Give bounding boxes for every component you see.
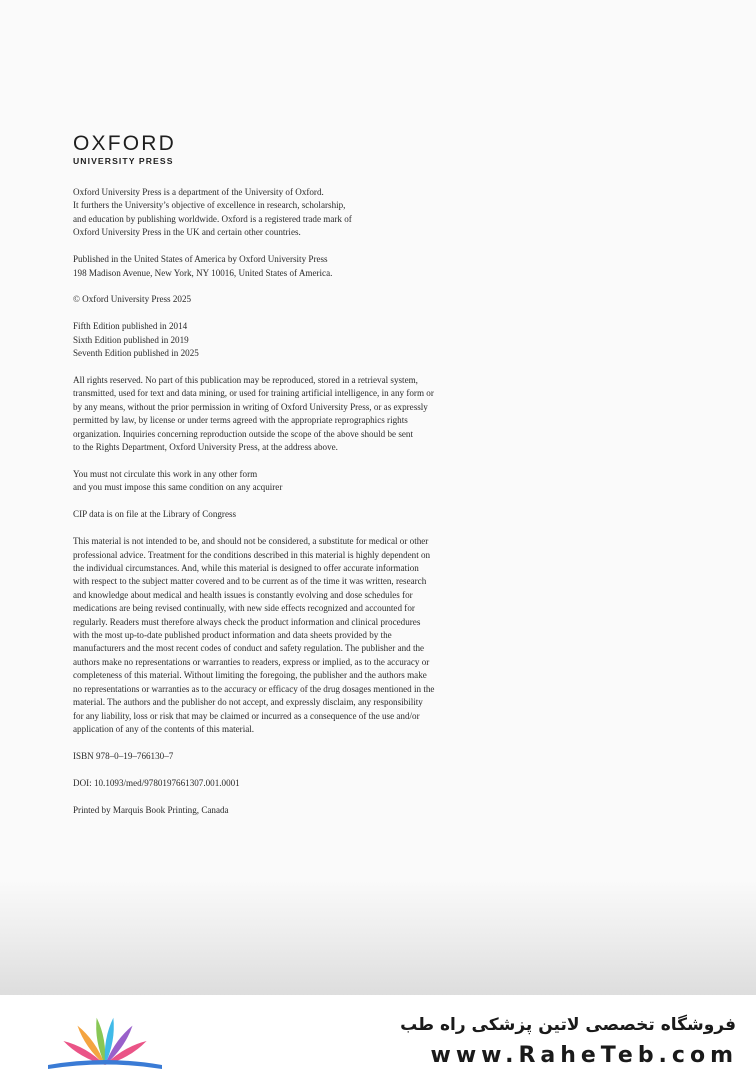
text-line: application of any of the contents of this material.	[73, 723, 255, 734]
text-line: © Oxford University Press 2025	[73, 294, 192, 305]
paragraph	[73, 750, 493, 763]
text-line: Fifth Edition published in 2014	[73, 321, 188, 332]
text-line: organization. Inquiries concerning reproduction outside the scope of the above should be sent	[73, 428, 413, 439]
text-line: Oxford University Press is a department of the University of Oxford.	[73, 187, 324, 197]
text-line: ISBN 978–0–19–766130–7	[73, 750, 174, 761]
text-line: DOI: 10.1093/med/9780197661307.001.0001	[73, 777, 240, 788]
page-content	[73, 133, 493, 831]
text-line: It furthers the University’s objective of excellence in research, scholarship,	[73, 200, 346, 211]
text-line: Published in the United States of America by Oxford University Press	[73, 254, 328, 265]
paragraph	[73, 804, 493, 817]
text-line: regularly. Readers must therefore always check the product information and clinical procedures	[73, 616, 421, 627]
text-line: Sixth Edition published in 2019	[73, 334, 189, 345]
book-fan-logo-icon	[40, 1003, 170, 1073]
text-line: You must not circulate this work in any other form	[73, 469, 258, 479]
text-line: with respect to the subject matter covered and to be current as of the time it was written, research	[73, 576, 427, 587]
text-line: material. The authors and the publisher do not accept, and expressly disclaim, any responsibility	[73, 697, 423, 708]
text-line: authors make no representations or warranties to readers, express or implied, as to the accuracy or	[73, 656, 430, 667]
text-line: Oxford University Press in the UK and certain other countries.	[73, 227, 301, 238]
text-line: CIP data is on file at the Library of Congress	[73, 509, 237, 520]
text-line: This material is not intended to be, and should not be considered, a substitute for medical or other	[73, 536, 429, 547]
paragraph	[73, 253, 493, 280]
text-line: Printed by Marquis Book Printing, Canada	[73, 804, 229, 815]
text-line: for any liability, loss or risk that may be claimed or incurred as a consequence of the use and/or	[73, 710, 420, 721]
text-line: with the most up-to-date published product information and data sheets provided by the	[73, 630, 392, 641]
book-base	[48, 1060, 162, 1069]
text-line: and knowledge about medical and health issues is constantly evolving and dose schedules for	[73, 589, 413, 600]
store-url: www.RaheTeb.com	[430, 1043, 738, 1068]
text-line: the individual circumstances. And, while this material is designed to offer accurate information	[73, 563, 419, 574]
text-line: manufacturers and the most recent codes of conduct and safety regulation. The publisher and the	[73, 643, 425, 654]
paragraph	[73, 777, 493, 790]
text-line: All rights reserved. No part of this publication may be reproduced, stored in a retrieval system,	[73, 375, 418, 386]
paragraph	[73, 535, 493, 736]
oxford-logo	[73, 133, 493, 166]
text-line: and education by publishing worldwide. Oxford is a registered trade mark of	[73, 213, 352, 224]
text-line: to the Rights Department, Oxford University Press, at the address above.	[73, 442, 338, 453]
text-line: 198 Madison Avenue, New York, NY 10016, United States of America.	[73, 267, 333, 278]
text-line: no representations or warranties as to the accuracy or efficacy of the drug dosages mentioned in the	[73, 683, 435, 694]
paragraph	[73, 293, 493, 306]
text-line: permitted by law, by license or under terms agreed with the appropriate reprographics rights	[73, 415, 408, 426]
copyright-text	[73, 186, 493, 817]
paragraph	[73, 374, 493, 454]
paragraph	[73, 508, 493, 521]
watermark-footer	[0, 995, 756, 1080]
text-line: completeness of this material. Without limiting the foregoing, the publisher and the authors make	[73, 670, 427, 681]
text-line: medications are being revised continually, with new side effects recognized and accounted for	[73, 603, 415, 614]
paragraph	[73, 468, 493, 495]
text-line: Seventh Edition published in 2025	[73, 348, 199, 359]
text-line: by any means, without the prior permission in writing of Oxford University Press, or as expressly	[73, 401, 428, 412]
store-name: فروشگاه تخصصی لاتین پزشکی راه طب	[400, 1015, 736, 1035]
paragraph	[73, 320, 493, 360]
paragraph	[73, 186, 493, 240]
oxford-logo-wordmark: OXFORD	[73, 132, 177, 155]
text-line: and you must impose this same condition on any acquirer	[73, 482, 283, 493]
oxford-logo-subtitle: UNIVERSITY PRESS	[73, 156, 174, 166]
text-line: transmitted, used for text and data mining, or used for training artificial intelligence, in any form or	[73, 388, 434, 399]
text-line: professional advice. Treatment for the conditions described in this material is highly dependent on	[73, 549, 431, 560]
